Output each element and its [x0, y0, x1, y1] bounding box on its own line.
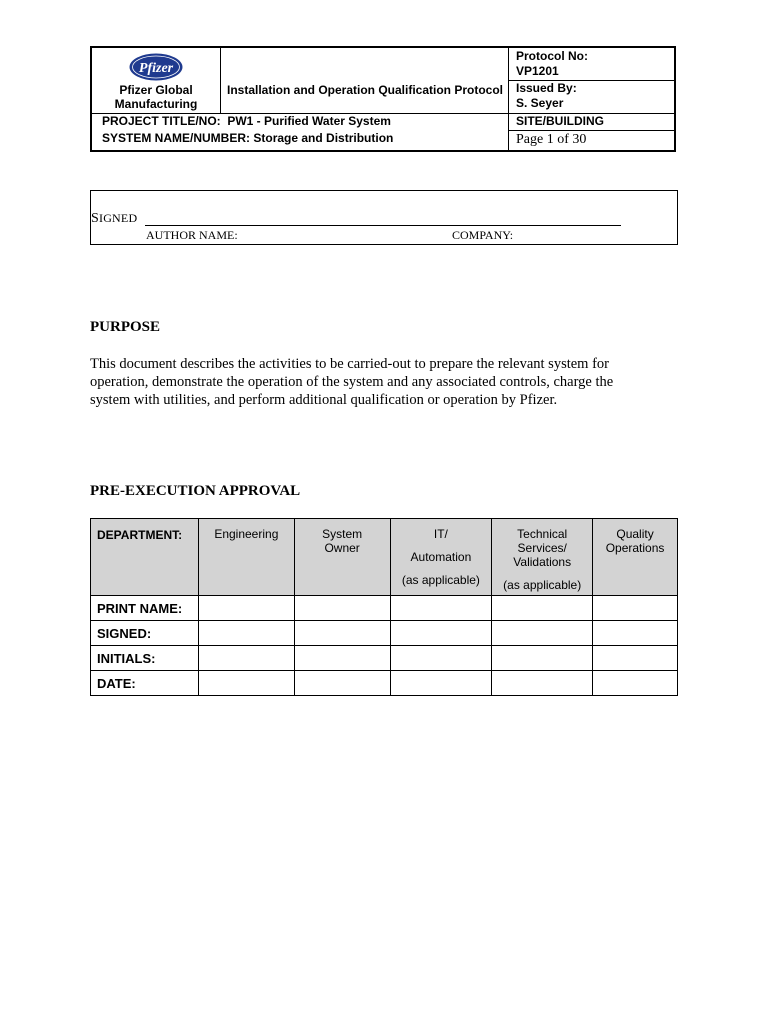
- site-building-label: SITE/BUILDING: [516, 114, 605, 128]
- row-label: INITIALS:: [91, 646, 199, 671]
- page-number: Page 1 of 30: [516, 132, 587, 147]
- signature-entry-cell[interactable]: [593, 621, 678, 646]
- project-title-label: PROJECT TITLE/NO:: [102, 114, 221, 128]
- system-name: [102, 131, 393, 145]
- pfizer-logo: [128, 52, 184, 82]
- approval-rows: [91, 596, 678, 696]
- row-label: PRINT NAME:: [91, 596, 199, 621]
- department-cell: [198, 519, 294, 596]
- signature-entry-cell[interactable]: [294, 671, 390, 696]
- signature-entry-cell[interactable]: [593, 596, 678, 621]
- department-name-line: Operations: [605, 541, 665, 555]
- signature-entry-cell[interactable]: [492, 621, 593, 646]
- document-title: Installation and Operation Qualification Protocol: [226, 83, 504, 97]
- author-name-label: AUTHOR NAME:: [146, 228, 238, 242]
- department-name: [199, 519, 294, 541]
- department-name-line: (as applicable): [503, 578, 582, 592]
- signature-entry-cell[interactable]: [390, 671, 492, 696]
- department-header-row: [91, 519, 678, 596]
- department-cell: [294, 519, 390, 596]
- signature-entry-cell[interactable]: [492, 596, 593, 621]
- department-name: [492, 519, 592, 592]
- signature-entry-cell[interactable]: [593, 646, 678, 671]
- approval-table: [90, 518, 678, 696]
- department-name-line: Automation: [410, 550, 472, 564]
- signature-entry-cell[interactable]: [492, 646, 593, 671]
- department-name-line: System: [322, 527, 363, 541]
- header-divider: [220, 48, 221, 114]
- signature-entry-cell[interactable]: [390, 596, 492, 621]
- department-name-line: Services/: [517, 541, 567, 555]
- approval-row: [91, 671, 678, 696]
- protocol-label: Protocol No:: [516, 49, 588, 63]
- signature-entry-cell[interactable]: [198, 646, 294, 671]
- department-name-line: IT/: [433, 527, 448, 541]
- signed-label: [91, 211, 137, 227]
- document-header: [90, 46, 676, 152]
- project-title: [102, 114, 391, 128]
- department-name-line: Quality: [616, 527, 654, 541]
- department-name-line: Owner: [324, 541, 360, 555]
- header-divider: [508, 48, 509, 150]
- signature-entry-cell[interactable]: [294, 596, 390, 621]
- department-name: [391, 519, 492, 587]
- department-label: DEPARTMENT:: [97, 528, 183, 542]
- signature-entry-cell[interactable]: [390, 646, 492, 671]
- signature-line[interactable]: [145, 225, 621, 226]
- signature-entry-cell[interactable]: [198, 621, 294, 646]
- author-signature-box: [90, 190, 678, 245]
- issued-by-value: S. Seyer: [516, 96, 564, 110]
- signature-entry-cell[interactable]: [492, 671, 593, 696]
- company-label: COMPANY:: [452, 228, 514, 242]
- department-name-line: (as applicable): [401, 573, 480, 587]
- project-title-value: PW1 - Purified Water System: [227, 114, 391, 128]
- company-name: Pfizer Global Manufacturing: [114, 83, 198, 111]
- approval-row: [91, 621, 678, 646]
- signed-label-text: SIGNED: [91, 211, 138, 226]
- system-name-label: SYSTEM NAME/NUMBER:: [102, 131, 251, 145]
- department-name-line: Validations: [513, 555, 572, 569]
- approval-heading: PRE-EXECUTION APPROVAL: [90, 483, 301, 499]
- purpose-heading: PURPOSE: [90, 319, 161, 335]
- signature-entry-cell[interactable]: [198, 671, 294, 696]
- header-divider: [508, 130, 674, 131]
- department-name-line: Engineering: [214, 527, 279, 541]
- purpose-text: This document describes the activities to be carried-out to prepare the relevant system for operation, demonstrate the operation of the system and any associated controls, charge the system with utilities, and perform additional qualification or operation by Pfizer.: [90, 356, 614, 408]
- signature-entry-cell[interactable]: [593, 671, 678, 696]
- signature-entry-cell[interactable]: [294, 646, 390, 671]
- department-name: [295, 519, 390, 555]
- signature-entry-cell[interactable]: [390, 621, 492, 646]
- system-name-value: Storage and Distribution: [253, 131, 394, 145]
- approval-row: [91, 596, 678, 621]
- row-label: SIGNED:: [91, 621, 199, 646]
- department-cell: [492, 519, 593, 596]
- protocol-number: VP1201: [516, 64, 559, 78]
- svg-text:Pfizer: Pfizer: [138, 61, 174, 76]
- department-cell: [390, 519, 492, 596]
- row-label: DATE:: [91, 671, 199, 696]
- signature-entry-cell[interactable]: [198, 596, 294, 621]
- signature-entry-cell[interactable]: [294, 621, 390, 646]
- approval-row: [91, 646, 678, 671]
- department-name-line: Technical: [517, 527, 568, 541]
- department-name: [593, 519, 677, 555]
- department-label-cell: [91, 519, 199, 596]
- department-cell: [593, 519, 678, 596]
- issued-by-label: Issued By:: [516, 81, 577, 95]
